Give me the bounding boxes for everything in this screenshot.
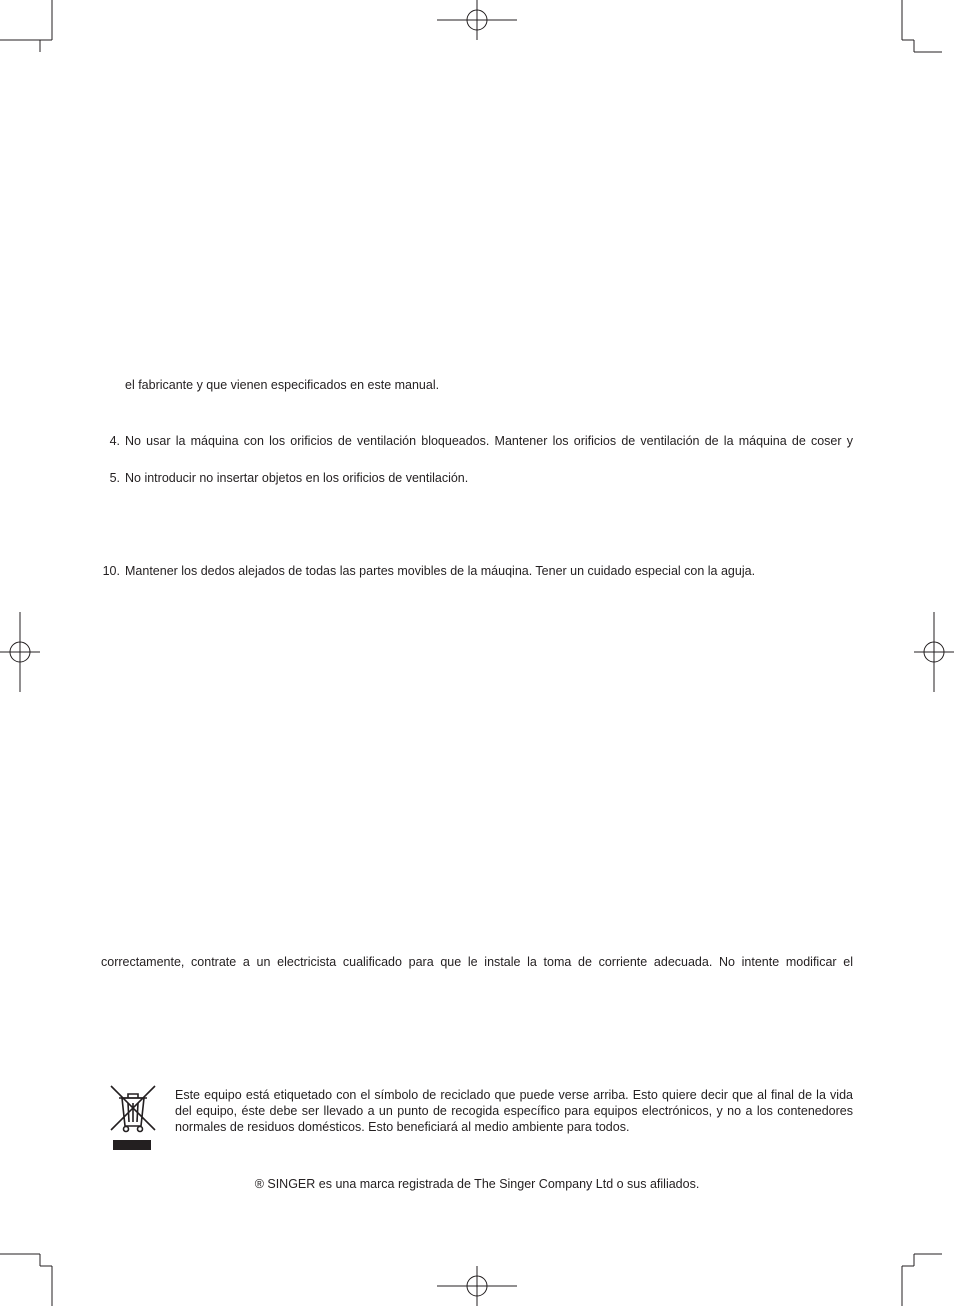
list-item-text: Mantener los dedos alejados de todas las partes movibles de la máuqina. Tener un cuidado especial con la aguja. xyxy=(125,564,756,578)
crop-mark-icon xyxy=(902,0,942,52)
trademark-notice: ® SINGER es una marca registrada de The Singer Company Ltd o sus afiliados. xyxy=(254,1177,700,1191)
list-item-number: 4. xyxy=(109,434,120,448)
list-item-number: 5. xyxy=(109,471,120,485)
registration-target-icon xyxy=(0,612,40,692)
recycling-note: Este equipo está etiquetado con el símbolo de reciclado que puede verse arriba. Esto quiere decir que al final de la vida del equipo, éste debe ser llevado a un punto de recogida específico para equipos electrónicos, y no a los contenedores normales de residuos domésticos. Esto beneficiará al medio ambiente para todos. xyxy=(175,1088,853,1134)
list-item-text: No introducir no insertar objetos en los orificios de ventilación. xyxy=(125,471,469,485)
list-item xyxy=(125,377,439,393)
weee-crossed-bin-icon xyxy=(106,1084,160,1154)
registration-target-icon xyxy=(914,612,954,692)
crop-mark-icon xyxy=(0,1254,52,1306)
registration-target-icon xyxy=(437,0,517,40)
electrical-note: correctamente, contrate a un electricista cualificado para que le instale la toma de corriente adecuada. No intente modificar el xyxy=(101,955,853,969)
crop-mark-icon xyxy=(0,0,52,52)
crop-mark-icon xyxy=(902,1254,942,1306)
list-item-number: 10. xyxy=(102,564,120,578)
list-item xyxy=(100,470,469,486)
list-item-text: No usar la máquina con los orificios de ventilación bloqueados. Mantener los orificios de ventilación de la máquina de coser y xyxy=(125,434,853,448)
list-item-text: el fabricante y que vienen especificados en este manual. xyxy=(125,378,440,392)
registration-target-icon xyxy=(437,1266,517,1306)
list-item xyxy=(100,563,756,579)
